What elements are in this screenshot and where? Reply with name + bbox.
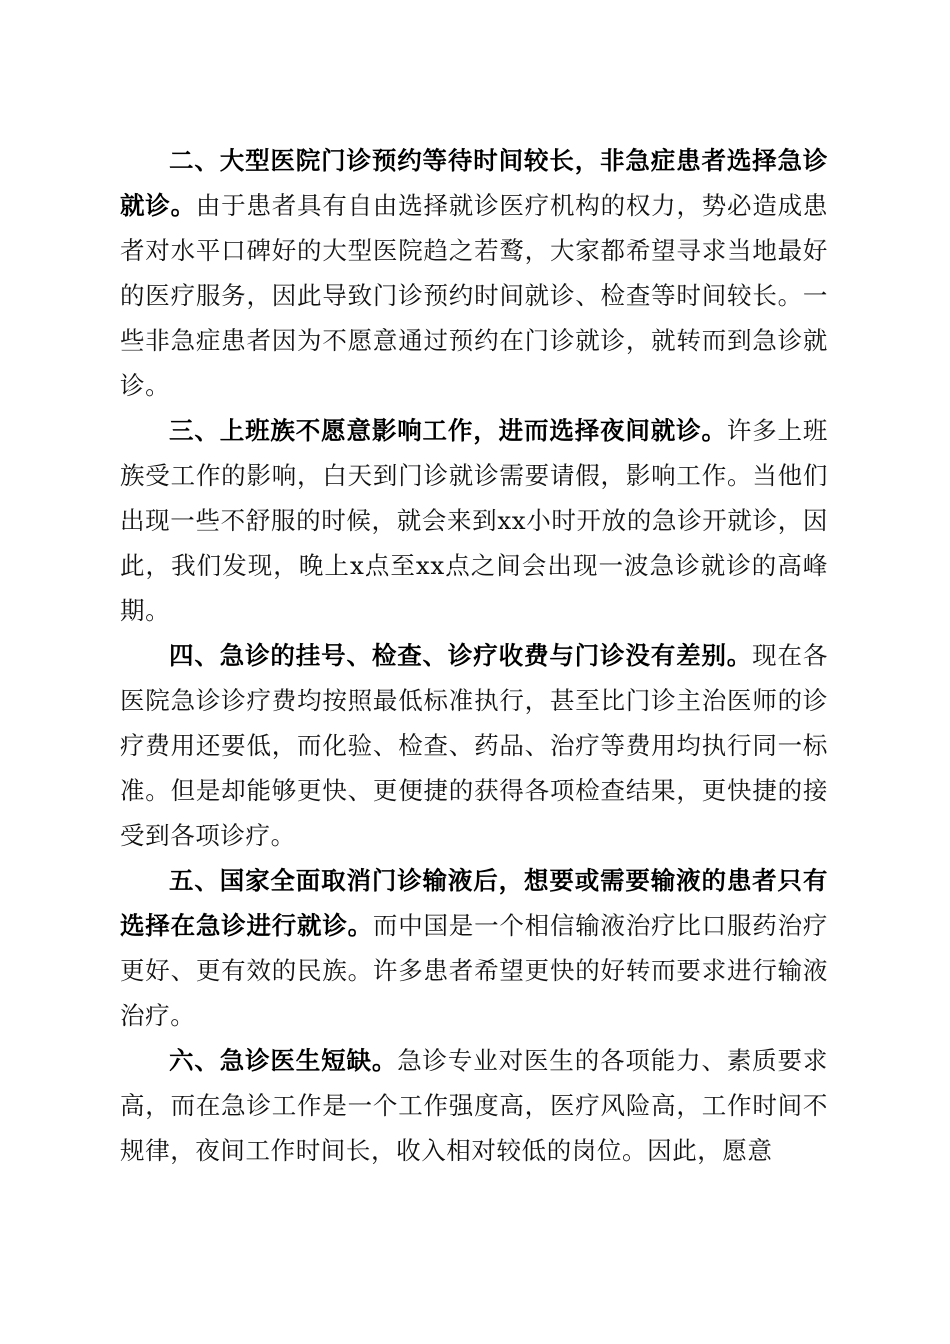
paragraph-6-body: 急诊专业对医生的各项能力、素质要求高，而在急诊工作是一个工作强度高，医疗风险高，工作时间不规律，夜间工作时间长，收入相对较低的岗位。因此，愿意 — [120, 1046, 828, 1165]
paragraph-5-heading: 五、国家全面取消门诊输液后，想要或需要输液的患者只有选择在急诊进行就诊。 — [120, 866, 828, 940]
paragraph-4-body: 现在各医院急诊诊疗费均按照最低标准执行，甚至比门诊主治医师的诊疗费用还要低，而化验、检查、药品、治疗等费用均执行同一标准。但是却能够更快、更便捷的获得各项检查结果，更快捷的接受到各项诊疗。 — [120, 641, 828, 850]
paragraph-5 — [120, 858, 828, 1038]
document-page — [120, 138, 828, 1173]
paragraph-4 — [120, 633, 828, 858]
paragraph-6-heading: 六、急诊医生短缺。 — [169, 1046, 398, 1075]
paragraph-3 — [120, 408, 828, 633]
paragraph-2-heading: 二、大型医院门诊预约等待时间较长，非急症患者选择急诊就诊。 — [120, 146, 828, 220]
paragraph-3-heading: 三、上班族不愿意影响工作，进而选择夜间就诊。 — [169, 416, 727, 445]
paragraph-2-body: 由于患者具有自由选择就诊医疗机构的权力，势必造成患者对水平口碑好的大型医院趋之若鹜，大家都希望寻求当地最好的医疗服务，因此导致门诊预约时间就诊、检查等时间较长。一些非急症患者因为不愿意通过预约在门诊就诊，就转而到急诊就诊。 — [120, 191, 828, 400]
paragraph-6 — [120, 1038, 828, 1173]
paragraph-3-body: 许多上班族受工作的影响，白天到门诊就诊需要请假，影响工作。当他们出现一些不舒服的时候，就会来到xx小时开放的急诊开就诊，因此，我们发现，晚上x点至xx点之间会出现一波急诊就诊的高峰期。 — [120, 416, 828, 625]
paragraph-5-body: 而中国是一个相信输液治疗比口服药治疗更好、更有效的民族。许多患者希望更快的好转而要求进行输液治疗。 — [120, 911, 828, 1030]
paragraph-4-heading: 四、急诊的挂号、检查、诊疗收费与门诊没有差别。 — [169, 641, 753, 670]
paragraph-2 — [120, 138, 828, 408]
